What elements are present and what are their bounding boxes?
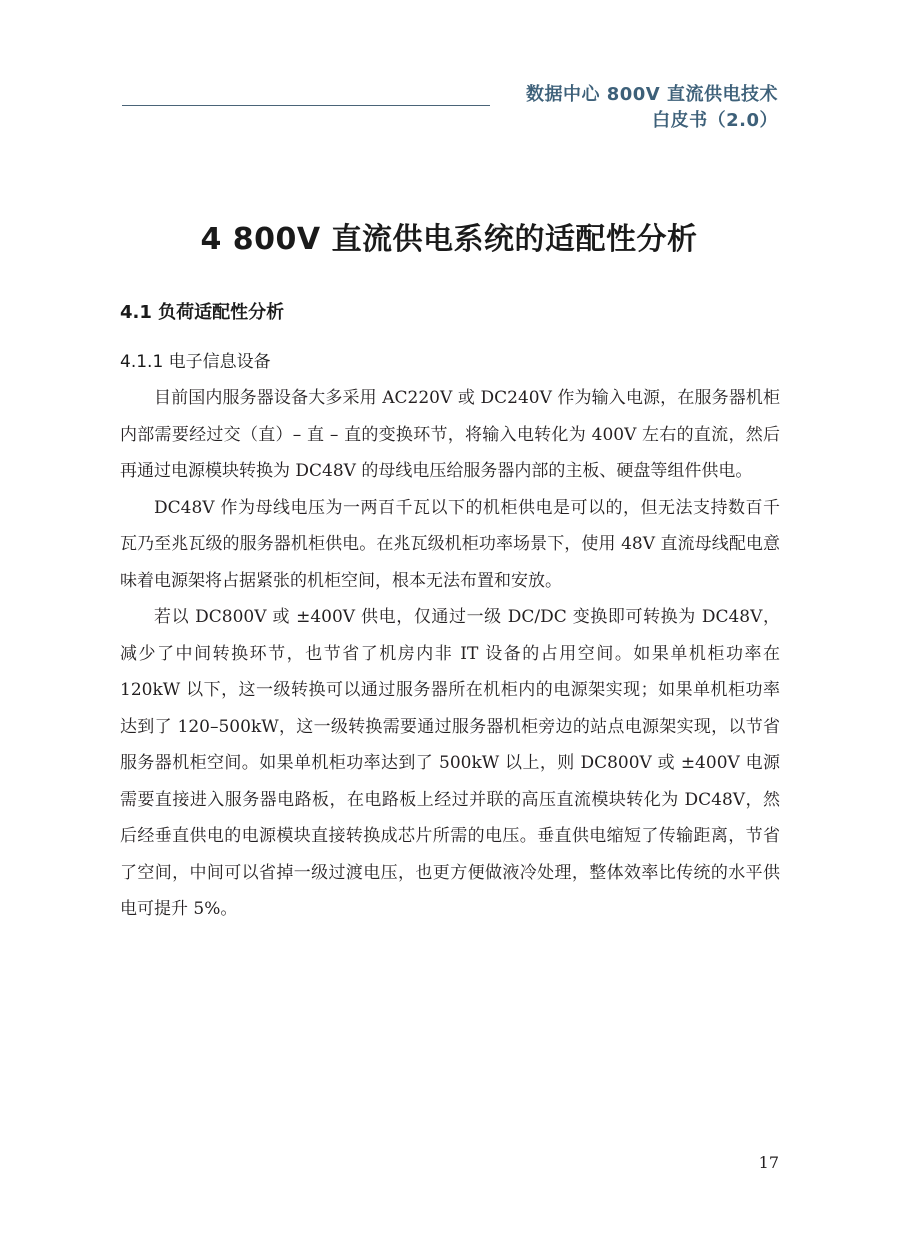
header-rule	[122, 105, 490, 106]
paragraph: 若以 DC800V 或 ±400V 供电，仅通过一级 DC/DC 变换即可转换为 DC48V，减少了中间转换环节，也节省了机房内非 IT 设备的占用空间。如果单机柜功率在 120kW 以下，这一级转换可以通过服务器所在机柜内的电源架实现；如果单机柜功率达到了 120–500kW，这一级转换需要通过服务器机柜旁边的站点电源架实现，以节省服务器机柜空间。如果单机柜功率达到了 500kW 以上，则 DC800V 或 ±400V 电源需要直接进入服务器电路板，在电路板上经过并联的高压直流模块转化为 DC48V，然后经垂直供电的电源模块直接转换成芯片所需的电压。垂直供电缩短了传输距离，节省了空间，中间可以省掉一级过渡电压，也更方便做液冷处理，整体效率比传统的水平供电可提升 5%。	[120, 607, 780, 919]
section-heading: 4.1 负荷适配性分析	[120, 302, 285, 323]
paragraph: DC48V 作为母线电压为一两百千瓦以下的机柜供电是可以的，但无法支持数百千瓦乃至兆瓦级的服务器机柜供电。在兆瓦级机柜功率场景下，使用 48V 直流母线配电意味着电源架将占据紧张的机柜空间，根本无法布置和安放。	[120, 497, 780, 591]
running-header-subtitle: 白皮书（2.0）	[652, 110, 778, 131]
subsection-heading: 4.1.1 电子信息设备	[120, 352, 271, 372]
running-header-title: 数据中心 800V 直流供电技术	[525, 84, 778, 105]
body-text	[120, 380, 780, 928]
page-number: 17	[758, 1153, 779, 1172]
paragraph: 目前国内服务器设备大多采用 AC220V 或 DC240V 作为输入电源，在服务器机柜内部需要经过交（直）– 直 – 直的变换环节，将输入电转化为 400V 左右的直流，然后再通过电源模块转换为 DC48V 的母线电压给服务器内部的主板、硬盘等组件供电。	[120, 388, 780, 481]
chapter-title: 4 800V 直流供电系统的适配性分析	[200, 222, 698, 257]
